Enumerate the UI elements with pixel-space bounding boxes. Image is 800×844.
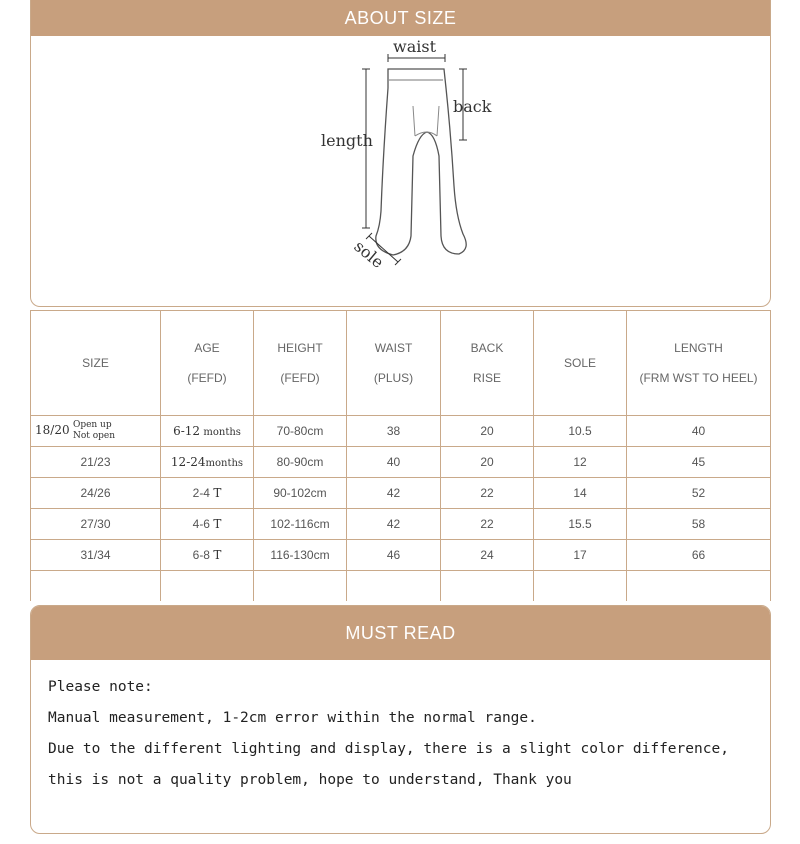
table-row [31, 416, 771, 447]
age-cell: 4-6 T [161, 509, 254, 540]
note-line: Manual measurement, 1-2cm error within the normal range. [48, 710, 537, 726]
sole-cell: 12 [534, 447, 627, 478]
sole-cell: 17 [534, 540, 627, 571]
back-rise-cell: 22 [441, 509, 534, 540]
waist-cell: 38 [347, 416, 441, 447]
waist-cell: 40 [347, 447, 441, 478]
table-row [31, 509, 771, 540]
table-spacer-row [31, 571, 771, 602]
size-cell: 21/23 [31, 447, 161, 478]
table-header-row [31, 311, 771, 416]
length-cell: 52 [627, 478, 771, 509]
back-label: back [453, 97, 492, 116]
header-size: SIZE [31, 311, 161, 416]
waist-cell: 46 [347, 540, 441, 571]
header-waist: WAIST (PLUS) [347, 311, 441, 416]
header-height: HEIGHT (FEFD) [254, 311, 347, 416]
size-note: Open up Not open [72, 420, 116, 441]
sole-cell: 15.5 [534, 509, 627, 540]
length-label: length [321, 131, 373, 150]
size-cell: 31/34 [31, 540, 161, 571]
height-cell: 90-102cm [254, 478, 347, 509]
height-cell: 102-116cm [254, 509, 347, 540]
size-chart-table [30, 310, 771, 601]
age-cell: 2-4 T [161, 478, 254, 509]
height-cell: 116-130cm [254, 540, 347, 571]
sole-cell: 14 [534, 478, 627, 509]
age-cell: 6-12 months [161, 416, 254, 447]
about-size-panel [30, 0, 771, 307]
age-cell: 12-24months [161, 447, 254, 478]
height-cell: 70-80cm [254, 416, 347, 447]
header-length: LENGTH (FRM WST TO HEEL) [627, 311, 771, 416]
length-cell: 45 [627, 447, 771, 478]
back-rise-cell: 20 [441, 416, 534, 447]
about-size-title: ABOUT SIZE [31, 0, 770, 36]
length-cell: 58 [627, 509, 771, 540]
note-line: Due to the different lighting and display, there is a slight color difference, [48, 741, 729, 757]
back-rise-cell: 24 [441, 540, 534, 571]
back-rise-cell: 20 [441, 447, 534, 478]
size-cell: 27/30 [31, 509, 161, 540]
sole-cell: 10.5 [534, 416, 627, 447]
header-age: AGE (FEFD) [161, 311, 254, 416]
header-sole: SOLE [534, 311, 627, 416]
waist-label: waist [393, 37, 436, 56]
sole-label: sole [350, 236, 388, 272]
must-read-title: MUST READ [31, 606, 770, 660]
height-cell: 80-90cm [254, 447, 347, 478]
tights-measurement-diagram [31, 36, 770, 306]
waist-cell: 42 [347, 509, 441, 540]
note-line: this is not a quality problem, hope to understand, Thank you [48, 772, 572, 788]
size-cell: 18/20 Open up Not open [31, 416, 161, 447]
waist-cell: 42 [347, 478, 441, 509]
length-cell: 40 [627, 416, 771, 447]
header-back-rise: BACK RISE [441, 311, 534, 416]
must-read-panel [30, 605, 771, 834]
notes-text [48, 672, 729, 796]
back-rise-cell: 22 [441, 478, 534, 509]
length-cell: 66 [627, 540, 771, 571]
note-line: Please note: [48, 679, 153, 695]
age-cell: 6-8 T [161, 540, 254, 571]
size-cell: 24/26 [31, 478, 161, 509]
table-row [31, 447, 771, 478]
table-row [31, 478, 771, 509]
table-row [31, 540, 771, 571]
